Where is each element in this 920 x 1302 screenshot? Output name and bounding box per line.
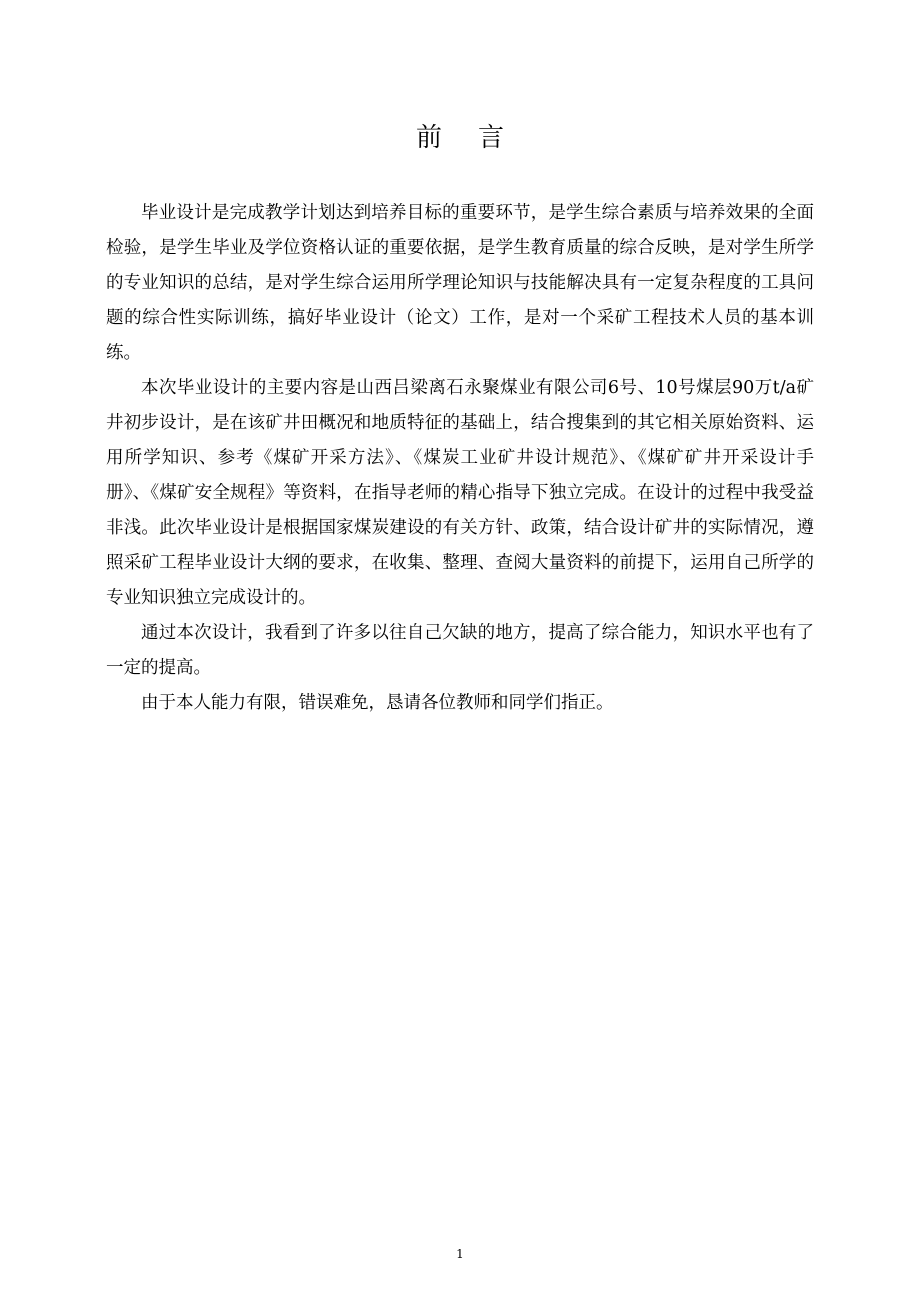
paragraph-4: 由于本人能力有限，错误难免，恳请各位教师和同学们指正。 <box>141 693 614 713</box>
paragraph-2: 本次毕业设计的主要内容是山西吕梁离石永聚煤业有限公司6号、10号煤层90万t/a矿井初步设计，是在该矿井田概况和地质特征的基础上，结合搜集到的其它相关原始资料、运用所学知识、参考《煤矿开采方法》、《煤炭工业矿井设计规范》、《煤矿矿井开采设计手册》、《煤矿安全规程》等资料，在指导老师的精心指导下独立完成。在设计的过程中我受益非浅。此次毕业设计是根据国家煤炭建设的有关方针、政策，结合设计矿井的实际情况，遵照采矿工程毕业设计大纲的要求，在收集、整理、查阅大量资料的前提下，运用自己所学的专业知识独立完成设计的。 <box>106 378 814 608</box>
paragraph-1: 毕业设计是完成教学计划达到培养目标的重要环节，是学生综合素质与培养效果的全面检验，是学生毕业及学位资格认证的重要依据，是学生教育质量的综合反映，是对学生所学的专业知识的总结，是对学生综合运用所学理论知识与技能解决具有一定复杂程度的工具问题的综合性实际训练，搞好毕业设计（论文）工作，是对一个采矿工程技术人员的基本训练。 <box>106 203 814 363</box>
paragraph-3: 通过本次设计，我看到了许多以往自己欠缺的地方，提高了综合能力，知识水平也有了一定的提高。 <box>106 623 814 678</box>
page-number: 1 <box>456 1247 464 1261</box>
document-body <box>106 196 814 721</box>
page-title: 前言 <box>415 123 540 153</box>
